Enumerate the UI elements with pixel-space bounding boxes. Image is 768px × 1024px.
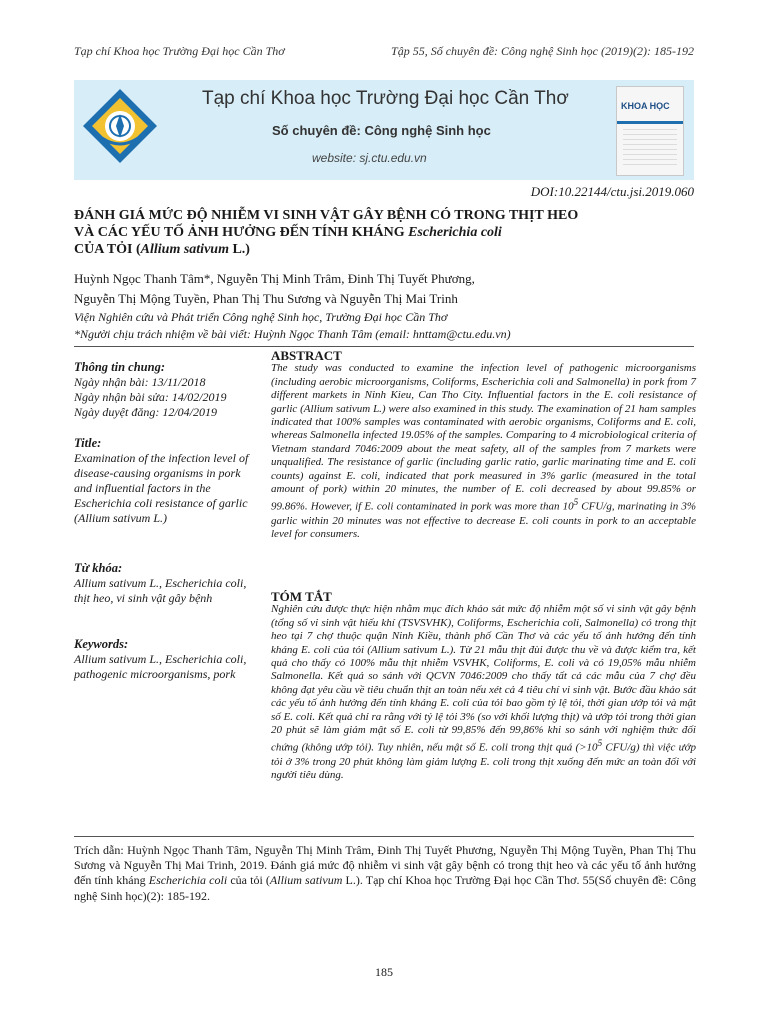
authors-line-1: Huỳnh Ngọc Thanh Tâm*, Nguyễn Thị Minh Trâm, Đinh Thị Tuyết Phương,: [74, 271, 475, 286]
article-info: [74, 360, 254, 420]
abstract-superscript: 5: [573, 497, 579, 508]
info-heading: Thông tin chung:: [74, 360, 166, 374]
tukhoa-heading: Từ khóa:: [74, 561, 123, 575]
tomtat-text-main: Nghiên cứu được thực hiện nhằm mục đích khảo sát mức độ nhiễm một số vi sinh vật gây bệnh (tổng số vi sinh vật hiếu khí (TSVSVHK), Coliforms, Escherichia coli, Salmonella) có trong thịt heo tại 7 chợ thuộc quận Ninh Kiều, thành phố Cần Thơ và các yếu tố ảnh hưởng đến tính kháng E. coli của tỏi (Allium sativum L.). Từ 21 mẫu thịt đùi được thu về và được kiểm tra, kết quả cho thấy có 100% mẫu thịt nhiễm VSVHK, Coliforms, E. coli và có 19,05% mẫu nhiễm Salmonella. Kết quả so sánh với QCVN 7046:2009 cho thấy tất cả các mẫu của 7 chợ đều không đạt yêu cầu về tiêu chuẩn thịt an toàn nếu xét cả 4 tiêu chí vi sinh vật. Bước đầu khảo sát các yếu tố ảnh hưởng đến tính kháng E. coli của tỏi bao gồm tỷ lệ tỏi, thời gian ướp tỏi và mật số E. coli. Kết quả chỉ ra rằng với tỷ lệ tỏi 3% (so với khối lượng thịt) và ướp tỏi trong thời gian 20 phút sẽ làm giảm mật số E. coli từ 99,85% đến 99,86% khi so sánh với nghiệm thức đối chứng (không ướp tỏi). Tuy nhiên, nếu mật số E. coli trong thịt quá (>10: [271, 603, 696, 755]
tomtat-heading: TÓM TẮT: [271, 589, 332, 604]
affiliation: [74, 309, 704, 343]
tomtat-section: [271, 590, 696, 782]
accepted-date: Ngày duyệt đăng: 12/04/2019: [74, 405, 217, 419]
vietnamese-keywords-block: [74, 561, 254, 606]
english-keywords: Allium sativum L., Escherichia coli, pathogenic microorganisms, pork: [74, 652, 247, 681]
citation-species-garlic: Allium sativum: [269, 873, 343, 888]
tomtat-text-end: CFU/g) thì việc ướp tỏi ở 3% trong 20 phút không làm giảm lượng E. coli trong thịt xuống đến mức an toàn đối với người tiêu dùng.: [271, 742, 697, 781]
received-date: Ngày nhận bài: 13/11/2018: [74, 375, 206, 389]
title-line-3: [74, 241, 704, 258]
english-title: Examination of the infection level of disease-causing organisms in pork and influential factors in the Escherichia coli resistance of garlic (Allium sativum L.): [74, 451, 249, 525]
english-keywords-block: [74, 637, 254, 682]
citation-text-2: của tỏi (: [227, 873, 270, 888]
title-species-ecoli: Escherichia coli: [408, 225, 502, 240]
citation-text-3: L.). Tạp chí Khoa học Trường Đại học Cần Thơ. 55(Số chuyên đề: Công nghệ Sinh học)(2): 185-192.: [74, 873, 696, 903]
institute: Viện Nghiên cứu và Phát triển Công nghệ Sinh học, Trường Đại học Cần Thơ: [74, 310, 448, 324]
journal-name: Tạp chí Khoa học Trường Đại học Cần Thơ: [202, 88, 569, 109]
title-line-2: [74, 224, 704, 241]
abstract-text: [271, 362, 696, 541]
citation: [74, 843, 696, 904]
abstract-heading: ABSTRACT: [271, 348, 342, 363]
doi[interactable]: DOI:10.22144/ctu.jsi.2019.060: [530, 184, 694, 199]
article-title: [74, 207, 704, 258]
vietnamese-keywords: Allium sativum L., Escherichia coli, thịt heo, vi sinh vật gây bệnh: [74, 576, 247, 605]
journal-cover-thumbnail: [616, 86, 684, 176]
authors-line-2: Nguyễn Thị Mộng Tuyền, Phan Thị Thu Sương và Nguyễn Thị Mai Trinh: [74, 291, 458, 306]
page-number: 185: [375, 965, 393, 979]
title-heading: Title:: [74, 436, 102, 450]
running-header-issue: Tập 55, Số chuyên đề: Công nghệ Sinh học (2019)(2): 185-192: [391, 44, 694, 58]
cover-text-lines: [623, 129, 677, 169]
revised-date: Ngày nhận bài sửa: 14/02/2019: [74, 390, 227, 404]
citation-species-ecoli: Escherichia coli: [148, 873, 228, 888]
abstract-text-main: The study was conducted to examine the infection level of pathogenic microorganisms (including aerobic microorganisms, Coliforms, Escherichia coli and Salmonella) in pork from 7 different markets in Ninh Kieu, Can Tho City. Influential factors in the E. coli resistance of garlic (Allium sativum L.) were also examined in this study. The examination of 21 ham samples indicated that 100% samples was contaminated with aerobic organisms, Coliforms and E. coli, whereas Salmonella infected 19.05% of the samples. Comparing to 4 microbiological criteria of Vietnam standard 7046:2009 about the meat safety, all of the samples from 7 markets were unqualified. The resistance of garlic (including garlic ratio, garlic marinating time and E. coli counts) against E. coli, indicated that pork measured in 3% garlic (measured in the total amount of pork) within 20 minutes, the number of E. coli decreased by about 99.85% or 99.86%. However, if E. coli contaminated in pork was more than 10: [271, 362, 696, 514]
abstract-section: [271, 349, 696, 541]
university-logo-icon: [80, 86, 160, 166]
title-species-garlic: Allium sativum: [140, 242, 229, 257]
journal-banner: [74, 80, 694, 180]
title-line-3-text: CỦA TỎI (: [74, 242, 141, 257]
special-issue-label: Số chuyên đề: Công nghệ Sinh học: [272, 123, 491, 138]
divider-bottom: [74, 836, 694, 837]
title-line-2-text: VÀ CÁC YẾU TỐ ẢNH HƯỞNG ĐẾN TÍNH KHÁNG: [74, 225, 409, 240]
title-line-3-end: L.): [228, 242, 250, 257]
cover-title: KHOA HỌC: [621, 101, 670, 111]
english-title-block: [74, 436, 254, 526]
divider-top: [74, 346, 694, 347]
cover-bar: [617, 121, 683, 124]
journal-website[interactable]: website: sj.ctu.edu.vn: [312, 151, 427, 165]
citation-text: Trích dẫn: Huỳnh Ngọc Thanh Tâm, Nguyễn Thị Minh Trâm, Đinh Thị Tuyết Phương, Nguyễn Thị Mộng Tuyền, Phan Thị Thu Sương và Nguyễn Thị Mai Trinh, 2019. Đánh giá mức độ nhiễm vi sinh vật gây bệnh có trong thịt heo và các yếu tố ảnh hưởng đến tính kháng: [74, 843, 696, 888]
title-line-1: ĐÁNH GIÁ MỨC ĐỘ NHIỄM VI SINH VẬT GÂY BỆNH CÓ TRONG THỊT HEO: [74, 208, 579, 223]
running-header-journal: Tạp chí Khoa học Trường Đại học Cần Thơ: [74, 44, 285, 58]
tomtat-superscript: 5: [597, 738, 603, 749]
keywords-heading: Keywords:: [74, 637, 129, 651]
tomtat-text: [271, 603, 696, 782]
abstract-text-end: CFU/g, marinating in 3% garlic within 20 minutes was not effective to decrease E. coli counts in pork to an acceptable level for consumers.: [271, 501, 697, 540]
corresponding-author: *Người chịu trách nhiệm về bài viết: Huỳnh Ngọc Thanh Tâm (email: hnttam@ctu.edu.vn): [74, 327, 511, 341]
author-list: [74, 269, 704, 309]
